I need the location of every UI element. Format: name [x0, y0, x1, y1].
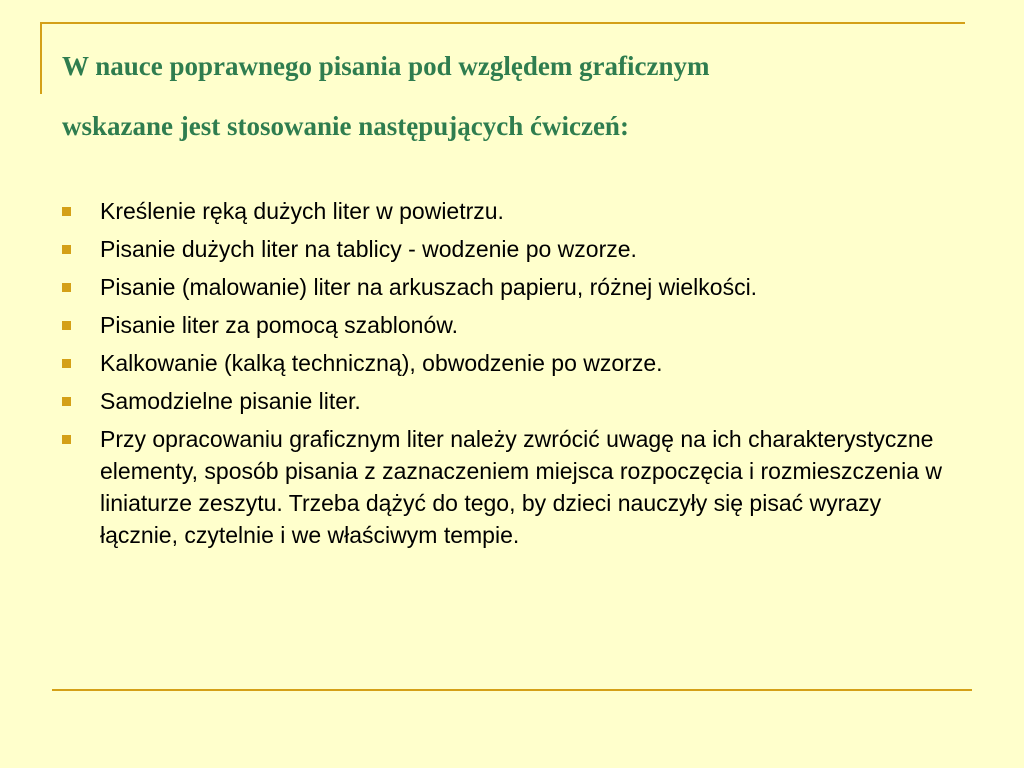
- frame-top-line: [40, 22, 965, 24]
- list-item: [62, 423, 962, 551]
- square-bullet-icon: [62, 435, 71, 444]
- list-item: [62, 347, 962, 379]
- bullet-list: [62, 195, 962, 557]
- square-bullet-icon: [62, 207, 71, 216]
- slide-title-line-1: W nauce poprawnego pisania pod względem graficznym: [62, 51, 710, 81]
- list-item-text: Kreślenie ręką dużych liter w powietrzu.: [100, 198, 504, 224]
- list-item-text: Samodzielne pisanie liter.: [100, 388, 361, 414]
- frame-bottom-line: [52, 689, 972, 691]
- slide-title: [62, 36, 962, 156]
- square-bullet-icon: [62, 321, 71, 330]
- list-item-text: Pisanie (malowanie) liter na arkuszach papieru, różnej wielkości.: [100, 274, 758, 300]
- list-item-text: Przy opracowaniu graficznym liter należy zwrócić uwagę na ich charakterystyczne elementy, sposób pisania z zaznaczeniem miejsca rozpoczęcia i rozmieszczenia w liniaturze zeszytu. Trzeba dążyć do tego, by dzieci nauczyły się pisać wyrazy łącznie, czytelnie i we właściwym tempie.: [100, 426, 942, 548]
- list-item: [62, 233, 962, 265]
- list-item: [62, 309, 962, 341]
- list-item-text: Kalkowanie (kalką techniczną), obwodzenie po wzorze.: [100, 350, 663, 376]
- square-bullet-icon: [62, 397, 71, 406]
- square-bullet-icon: [62, 245, 71, 254]
- list-item: [62, 385, 962, 417]
- list-item-text: Pisanie dużych liter na tablicy - wodzenie po wzorze.: [100, 236, 637, 262]
- list-item: [62, 271, 962, 303]
- square-bullet-icon: [62, 283, 71, 292]
- list-item-text: Pisanie liter za pomocą szablonów.: [100, 312, 458, 338]
- slide-title-line-2: wskazane jest stosowanie następujących ćwiczeń:: [62, 111, 629, 141]
- square-bullet-icon: [62, 359, 71, 368]
- frame-left-line: [40, 22, 42, 94]
- list-item: [62, 195, 962, 227]
